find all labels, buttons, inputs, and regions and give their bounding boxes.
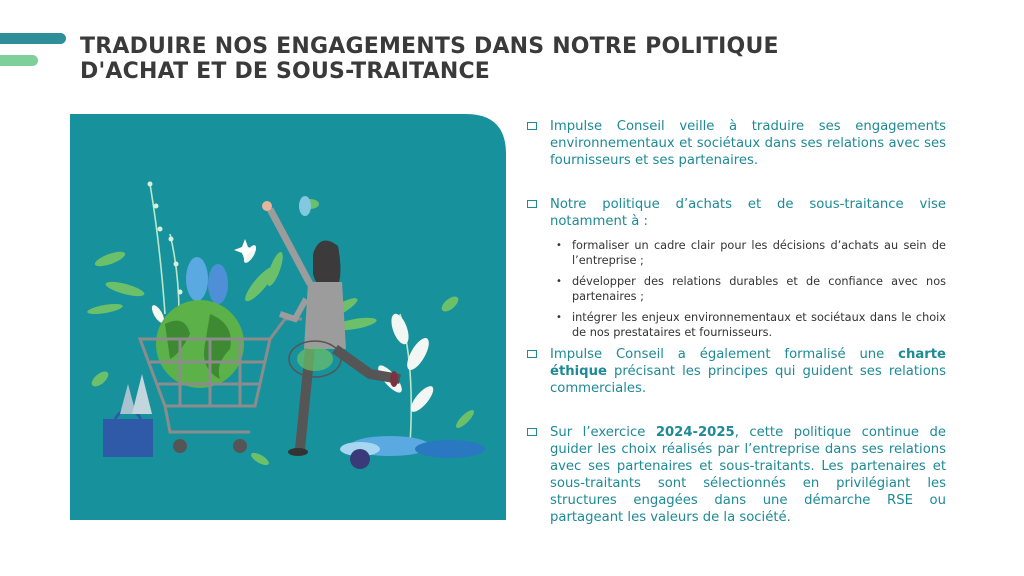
sub-list: [556, 238, 946, 340]
dot-icon: •: [556, 240, 562, 251]
bullet-text: Sur l’exercice 2024-2025, cette politique continue de guider les choix réalisés par l’entreprise dans ses relations avec ses partenaires et sous-traitants. Les partenaires et sous-traitants sont sélectionnés en privilégiant les structures engagées dans une démarche RSE ou partageant les valeurs de la société.: [550, 425, 946, 525]
dot-icon: •: [556, 312, 562, 323]
bullet-text: Notre politique d’achats et de sous-traitance vise notamment à :: [550, 197, 946, 229]
shopping-globe-illustration: [70, 114, 506, 520]
accent-bar-top: [0, 33, 66, 44]
bullet-item: [526, 118, 946, 169]
bullet-item: [526, 196, 946, 230]
title-line-2: D'ACHAT ET DE SOUS-TRAITANCE: [80, 59, 491, 84]
bullet-text: Impulse Conseil veille à traduire ses engagements environnementaux et sociétaux dans ses relations avec ses fournisseurs et ses partenaires.: [550, 119, 946, 168]
sub-list-item: [556, 274, 946, 304]
sub-list-item: [556, 238, 946, 268]
square-bullet-icon: [527, 200, 537, 208]
title-line-1: TRADUIRE NOS ENGAGEMENTS DANS NOTRE POLITIQUE: [80, 34, 779, 59]
accent-bar-bottom: [0, 55, 38, 66]
bullet-text: Impulse Conseil a également formalisé une charte éthique précisant les principes qui guident ses relations commerciales.: [550, 347, 946, 396]
square-bullet-icon: [527, 350, 537, 358]
sub-item-text: intégrer les enjeux environnementaux et sociétaux dans le choix de nos prestataires et fournisseurs.: [572, 311, 946, 339]
bullet-item: [526, 346, 946, 397]
bullet-item: [526, 424, 946, 526]
sub-list-item: [556, 310, 946, 340]
square-bullet-icon: [527, 428, 537, 436]
dot-icon: •: [556, 276, 562, 287]
sub-item-text: formaliser un cadre clair pour les décisions d’achats au sein de l’entreprise ;: [572, 239, 946, 267]
square-bullet-icon: [527, 122, 537, 130]
sub-item-text: développer des relations durables et de confiance avec nos partenaires ;: [572, 275, 946, 303]
content-column: [526, 118, 946, 526]
slide-title: [80, 34, 900, 84]
